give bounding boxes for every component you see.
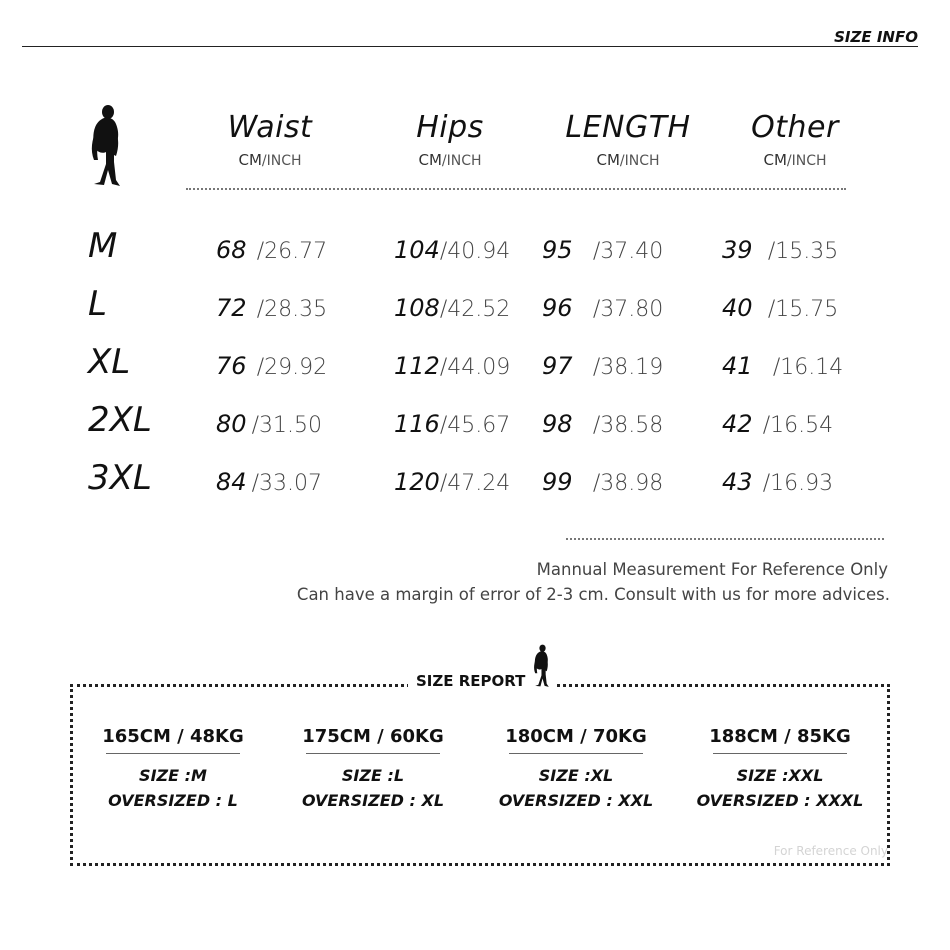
other-cell — [722, 352, 843, 380]
column-unit-length — [538, 151, 718, 169]
waist-inch: /28.35 — [256, 297, 328, 322]
hips-cell — [394, 352, 510, 380]
unit-inch: /INCH — [619, 153, 660, 169]
header-divider — [22, 46, 918, 47]
ape-silhouette-icon — [84, 104, 130, 188]
hips-cell — [394, 294, 510, 322]
hips-inch: /42.52 — [439, 297, 511, 322]
waist-cm: 80 — [216, 410, 247, 438]
unit-cm: CM — [596, 151, 620, 169]
waist-cell — [216, 410, 322, 438]
waist-cell — [216, 352, 327, 380]
column-unit-waist — [180, 151, 360, 169]
hips-cm: 104 — [394, 236, 440, 264]
size-label-xl: XL — [88, 342, 131, 382]
margin-note: Can have a margin of error of 2-3 cm. Consult with us for more advices. — [296, 585, 890, 604]
other-cell — [722, 236, 838, 264]
hips-cell — [394, 410, 510, 438]
recommended-size: SIZE :XL — [538, 766, 614, 785]
column-title-hips: Hips — [416, 110, 484, 145]
column-unit-hips — [360, 151, 540, 169]
hips-cell — [394, 468, 510, 496]
waist-inch: /31.50 — [251, 413, 323, 438]
other-inch: /16.93 — [762, 471, 834, 496]
oversized-size: OVERSIZED : XL — [301, 791, 445, 810]
body-measure: 188CM / 85KG — [709, 726, 851, 747]
unit-inch: /INCH — [786, 153, 827, 169]
hips-cm: 120 — [394, 468, 440, 496]
column-title-length: LENGTH — [565, 110, 691, 145]
waist-cell — [216, 294, 327, 322]
column-header-length — [538, 110, 718, 169]
column-header-hips — [360, 110, 540, 169]
report-underline — [306, 753, 440, 754]
body-measure: 165CM / 48KG — [102, 726, 244, 747]
size-info-title: SIZE INFO — [834, 28, 918, 46]
unit-inch: /INCH — [261, 153, 302, 169]
waist-cm: 76 — [216, 352, 247, 380]
length-cm: 97 — [542, 352, 573, 380]
length-cell — [542, 468, 663, 496]
hips-inch: /44.09 — [439, 355, 511, 380]
report-item — [680, 726, 880, 810]
length-cell — [542, 236, 663, 264]
length-inch: /37.80 — [592, 297, 664, 322]
header-dotted-divider — [186, 188, 846, 190]
unit-cm: CM — [418, 151, 442, 169]
reference-watermark: For Reference Only — [773, 844, 888, 858]
report-item — [73, 726, 273, 810]
other-inch: /15.35 — [767, 239, 839, 264]
other-inch: /16.14 — [772, 355, 844, 380]
size-label-l: L — [88, 284, 107, 324]
column-unit-other — [705, 151, 885, 169]
recommended-size: SIZE :L — [341, 766, 405, 785]
size-label-m: M — [88, 226, 118, 266]
size-label-2xl: 2XL — [88, 400, 152, 440]
length-cell — [542, 294, 663, 322]
other-cm: 39 — [722, 236, 753, 264]
other-cm: 40 — [722, 294, 753, 322]
size-report-title: SIZE REPORT — [408, 672, 533, 690]
oversized-size: OVERSIZED : XXXL — [696, 791, 864, 810]
body-measure: 175CM / 60KG — [302, 726, 444, 747]
hips-inch: /47.24 — [439, 471, 511, 496]
length-inch: /37.40 — [592, 239, 664, 264]
waist-inch: /29.92 — [256, 355, 328, 380]
waist-cm: 68 — [216, 236, 247, 264]
length-inch: /38.19 — [592, 355, 664, 380]
waist-inch: /26.77 — [256, 239, 328, 264]
waist-cm: 72 — [216, 294, 247, 322]
length-cm: 99 — [542, 468, 573, 496]
other-cm: 43 — [722, 468, 753, 496]
oversized-size: OVERSIZED : XXL — [498, 791, 654, 810]
report-item — [476, 726, 676, 810]
hips-inch: /40.94 — [439, 239, 511, 264]
length-cell — [542, 352, 663, 380]
column-header-other — [705, 110, 885, 169]
report-underline — [509, 753, 643, 754]
length-inch: /38.58 — [592, 413, 664, 438]
other-cell — [722, 294, 838, 322]
recommended-size: SIZE :XXL — [736, 766, 824, 785]
size-label-3xl: 3XL — [88, 458, 152, 498]
other-inch: /16.54 — [762, 413, 834, 438]
other-cm: 41 — [722, 352, 753, 380]
column-header-waist — [180, 110, 360, 169]
waist-cell — [216, 236, 327, 264]
unit-inch: /INCH — [441, 153, 482, 169]
other-cm: 42 — [722, 410, 753, 438]
hips-cell — [394, 236, 510, 264]
hips-inch: /45.67 — [439, 413, 511, 438]
column-title-waist: Waist — [227, 110, 313, 145]
report-underline — [106, 753, 240, 754]
column-title-other: Other — [751, 110, 839, 145]
body-measure: 180CM / 70KG — [505, 726, 647, 747]
notes-dotted-divider — [566, 538, 884, 540]
report-item — [273, 726, 473, 810]
unit-cm: CM — [238, 151, 262, 169]
waist-inch: /33.07 — [251, 471, 323, 496]
hips-cm: 116 — [394, 410, 440, 438]
report-underline — [713, 753, 847, 754]
waist-cm: 84 — [216, 468, 247, 496]
other-cell — [722, 410, 833, 438]
length-cm: 98 — [542, 410, 573, 438]
recommended-size: SIZE :M — [139, 766, 207, 785]
length-cell — [542, 410, 663, 438]
other-inch: /15.75 — [767, 297, 839, 322]
waist-cell — [216, 468, 322, 496]
hips-cm: 112 — [394, 352, 440, 380]
unit-cm: CM — [763, 151, 787, 169]
hips-cm: 108 — [394, 294, 440, 322]
length-cm: 95 — [542, 236, 573, 264]
oversized-size: OVERSIZED : L — [108, 791, 238, 810]
length-inch: /38.98 — [592, 471, 664, 496]
measurement-note: Mannual Measurement For Reference Only — [536, 560, 888, 579]
other-cell — [722, 468, 833, 496]
length-cm: 96 — [542, 294, 573, 322]
